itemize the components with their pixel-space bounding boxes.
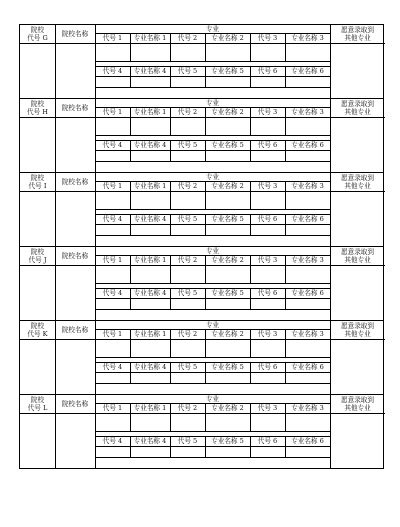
major-name-field-3[interactable] (285, 265, 330, 283)
major-name-field-1[interactable] (130, 413, 170, 431)
willing-other-major-label: 愿意录取到 其他专业 (341, 99, 374, 116)
major-name-field-6[interactable] (285, 446, 330, 457)
major-name-label-3: 专业名称 3 (291, 107, 324, 116)
major-name-label-1: 专业名称 1 (133, 33, 167, 42)
major-name-field-1[interactable] (130, 339, 170, 357)
major-code-field-5[interactable] (170, 446, 205, 457)
major-name-field-2[interactable] (205, 265, 250, 283)
major-code-field-5[interactable] (170, 224, 205, 235)
major-code-label-2: 代号 2 (177, 255, 198, 264)
major-name-label-2: 专业名称 2 (211, 181, 244, 190)
major-name-label-1: 专业名称 1 (133, 403, 167, 412)
major-name-field-5[interactable] (205, 150, 250, 161)
major-code-field-2[interactable] (170, 43, 205, 61)
major-name-field-2[interactable] (205, 117, 250, 135)
major-name-field-1[interactable] (130, 43, 170, 61)
major-code-field-1[interactable] (95, 117, 130, 135)
major-code-field-5[interactable] (170, 150, 205, 161)
major-code-label-2: 代号 2 (177, 107, 198, 116)
row-divider (95, 457, 330, 458)
major-code-label-5: 代号 5 (177, 436, 198, 445)
major-name-field-2[interactable] (205, 191, 250, 209)
school-code-field[interactable] (20, 265, 55, 321)
major-code-label-1: 代号 1 (102, 107, 123, 116)
major-name-label-4: 专业名称 4 (133, 214, 167, 223)
willing-other-major-field[interactable] (330, 265, 385, 321)
major-name-label-4: 专业名称 4 (133, 362, 167, 371)
willing-other-major-field[interactable] (330, 43, 385, 99)
willing-other-major-label: 愿意录取到 其他专业 (341, 25, 374, 42)
major-code-field-3[interactable] (250, 191, 285, 209)
major-name-label-2: 专业名称 2 (211, 329, 244, 338)
school-name-label: 院校名称 (61, 251, 89, 260)
major-header: 专业 (205, 24, 220, 33)
major-code-label-3: 代号 3 (257, 107, 278, 116)
major-code-field-3[interactable] (250, 117, 285, 135)
major-name-label-6: 专业名称 6 (291, 66, 324, 75)
major-name-label-1: 专业名称 1 (133, 107, 167, 116)
major-code-field-4[interactable] (95, 298, 130, 309)
major-code-label-4: 代号 4 (102, 66, 123, 75)
school-block (19, 172, 384, 246)
school-code-label: 院校 代号 G (27, 25, 48, 42)
major-code-label-6: 代号 6 (257, 214, 278, 223)
school-name-label: 院校名称 (61, 325, 89, 334)
school-name-label: 院校名称 (61, 103, 89, 112)
major-name-field-2[interactable] (205, 43, 250, 61)
major-header: 专业 (205, 320, 220, 329)
school-name-field[interactable] (55, 413, 95, 469)
row-divider (95, 383, 330, 384)
major-name-label-3: 专业名称 3 (291, 329, 324, 338)
major-name-label-3: 专业名称 3 (291, 33, 324, 42)
major-name-label-3: 专业名称 3 (291, 181, 324, 190)
school-name-field[interactable] (55, 265, 95, 321)
school-code-field[interactable] (20, 413, 55, 469)
major-code-label-1: 代号 1 (102, 403, 123, 412)
major-name-field-4[interactable] (130, 76, 170, 87)
major-code-field-4[interactable] (95, 76, 130, 87)
major-name-field-6[interactable] (285, 150, 330, 161)
major-code-field-3[interactable] (250, 265, 285, 283)
major-header: 专业 (205, 246, 220, 255)
major-code-label-2: 代号 2 (177, 33, 198, 42)
major-code-field-6[interactable] (250, 150, 285, 161)
major-name-label-3: 专业名称 3 (291, 255, 324, 264)
major-name-field-5[interactable] (205, 76, 250, 87)
major-code-field-3[interactable] (250, 339, 285, 357)
major-name-label-6: 专业名称 6 (291, 140, 324, 149)
major-name-field-1[interactable] (130, 191, 170, 209)
major-name-label-4: 专业名称 4 (133, 140, 167, 149)
major-name-field-6[interactable] (285, 298, 330, 309)
willing-other-major-field[interactable] (330, 191, 385, 247)
major-name-label-1: 专业名称 1 (133, 181, 167, 190)
school-name-label: 院校名称 (61, 399, 89, 408)
major-code-label-6: 代号 6 (257, 140, 278, 149)
major-name-field-5[interactable] (205, 298, 250, 309)
major-name-label-5: 专业名称 5 (211, 140, 244, 149)
major-name-label-2: 专业名称 2 (211, 255, 244, 264)
willing-other-major-label: 愿意录取到 其他专业 (341, 395, 374, 412)
school-code-field[interactable] (20, 339, 55, 395)
major-code-field-2[interactable] (170, 117, 205, 135)
school-block (19, 98, 384, 172)
row-divider (95, 357, 330, 358)
major-code-field-5[interactable] (170, 76, 205, 87)
willing-other-major-field[interactable] (330, 413, 385, 469)
major-code-label-5: 代号 5 (177, 66, 198, 75)
major-code-label-1: 代号 1 (102, 329, 123, 338)
major-code-label-4: 代号 4 (102, 436, 123, 445)
school-code-label: 院校 代号 I (28, 173, 47, 190)
row-divider (95, 283, 330, 284)
major-code-label-6: 代号 6 (257, 66, 278, 75)
major-name-field-3[interactable] (285, 339, 330, 357)
major-code-field-6[interactable] (250, 76, 285, 87)
major-code-field-4[interactable] (95, 372, 130, 383)
major-code-field-1[interactable] (95, 43, 130, 61)
major-name-label-6: 专业名称 6 (291, 214, 324, 223)
major-code-field-2[interactable] (170, 265, 205, 283)
major-name-label-5: 专业名称 5 (211, 66, 244, 75)
major-code-field-2[interactable] (170, 413, 205, 431)
major-name-field-5[interactable] (205, 224, 250, 235)
major-code-label-3: 代号 3 (257, 181, 278, 190)
major-header: 专业 (205, 172, 220, 181)
school-name-label: 院校名称 (61, 177, 89, 186)
major-code-field-3[interactable] (250, 43, 285, 61)
school-code-label: 院校 代号 K (27, 321, 48, 338)
major-code-label-1: 代号 1 (102, 33, 123, 42)
major-name-label-2: 专业名称 2 (211, 403, 244, 412)
major-name-label-6: 专业名称 6 (291, 436, 324, 445)
major-code-label-4: 代号 4 (102, 140, 123, 149)
major-name-label-3: 专业名称 3 (291, 403, 324, 412)
major-name-field-2[interactable] (205, 413, 250, 431)
major-code-field-6[interactable] (250, 298, 285, 309)
major-code-label-4: 代号 4 (102, 362, 123, 371)
major-code-field-6[interactable] (250, 224, 285, 235)
major-code-field-1[interactable] (95, 339, 130, 357)
willing-other-major-label: 愿意录取到 其他专业 (341, 173, 374, 190)
major-name-label-6: 专业名称 6 (291, 362, 324, 371)
major-code-field-6[interactable] (250, 446, 285, 457)
major-code-label-6: 代号 6 (257, 362, 278, 371)
major-header: 专业 (205, 394, 220, 403)
major-code-field-1[interactable] (95, 413, 130, 431)
willing-other-major-field[interactable] (330, 339, 385, 395)
major-code-field-3[interactable] (250, 413, 285, 431)
major-name-label-1: 专业名称 1 (133, 255, 167, 264)
major-name-field-6[interactable] (285, 372, 330, 383)
major-code-label-6: 代号 6 (257, 436, 278, 445)
major-name-label-2: 专业名称 2 (211, 107, 244, 116)
willing-other-major-label: 愿意录取到 其他专业 (341, 321, 374, 338)
school-block (19, 320, 384, 394)
major-code-field-5[interactable] (170, 372, 205, 383)
major-header: 专业 (205, 98, 220, 107)
major-code-label-5: 代号 5 (177, 214, 198, 223)
major-code-label-4: 代号 4 (102, 214, 123, 223)
major-code-label-1: 代号 1 (102, 255, 123, 264)
school-name-field[interactable] (55, 117, 95, 173)
major-code-label-2: 代号 2 (177, 403, 198, 412)
major-name-field-6[interactable] (285, 224, 330, 235)
major-code-label-3: 代号 3 (257, 403, 278, 412)
row-divider (95, 309, 330, 310)
row-divider (95, 161, 330, 162)
major-name-field-4[interactable] (130, 298, 170, 309)
major-code-field-4[interactable] (95, 150, 130, 161)
major-code-field-1[interactable] (95, 265, 130, 283)
major-name-field-1[interactable] (130, 117, 170, 135)
major-name-field-2[interactable] (205, 339, 250, 357)
row-divider (95, 431, 330, 432)
row-divider (95, 61, 330, 62)
school-code-field[interactable] (20, 191, 55, 247)
row-divider (95, 87, 330, 88)
major-code-label-6: 代号 6 (257, 288, 278, 297)
major-name-field-4[interactable] (130, 224, 170, 235)
school-code-field[interactable] (20, 43, 55, 99)
major-code-field-4[interactable] (95, 224, 130, 235)
major-name-label-2: 专业名称 2 (211, 33, 244, 42)
major-name-field-6[interactable] (285, 76, 330, 87)
school-name-field[interactable] (55, 43, 95, 99)
school-block (19, 246, 384, 320)
major-name-label-4: 专业名称 4 (133, 288, 167, 297)
row-divider (95, 135, 330, 136)
major-name-field-3[interactable] (285, 117, 330, 135)
school-name-field[interactable] (55, 339, 95, 395)
major-name-label-4: 专业名称 4 (133, 66, 167, 75)
major-code-field-2[interactable] (170, 339, 205, 357)
major-code-field-4[interactable] (95, 446, 130, 457)
major-code-label-1: 代号 1 (102, 181, 123, 190)
school-name-field[interactable] (55, 191, 95, 247)
major-name-field-4[interactable] (130, 372, 170, 383)
major-name-field-4[interactable] (130, 446, 170, 457)
major-code-field-2[interactable] (170, 191, 205, 209)
application-form (19, 24, 384, 469)
major-name-label-5: 专业名称 5 (211, 362, 244, 371)
major-name-label-6: 专业名称 6 (291, 288, 324, 297)
row-divider (95, 209, 330, 210)
major-name-field-3[interactable] (285, 191, 330, 209)
major-name-label-1: 专业名称 1 (133, 329, 167, 338)
major-code-label-4: 代号 4 (102, 288, 123, 297)
major-name-label-4: 专业名称 4 (133, 436, 167, 445)
major-name-label-5: 专业名称 5 (211, 436, 244, 445)
major-name-field-5[interactable] (205, 446, 250, 457)
major-name-field-3[interactable] (285, 413, 330, 431)
major-code-label-5: 代号 5 (177, 288, 198, 297)
school-code-field[interactable] (20, 117, 55, 173)
major-code-label-5: 代号 5 (177, 362, 198, 371)
major-code-label-3: 代号 3 (257, 33, 278, 42)
school-code-label: 院校 代号 J (28, 247, 47, 264)
major-name-label-5: 专业名称 5 (211, 288, 244, 297)
row-divider (95, 235, 330, 236)
willing-other-major-field[interactable] (330, 117, 385, 173)
major-name-field-5[interactable] (205, 372, 250, 383)
major-name-label-5: 专业名称 5 (211, 214, 244, 223)
school-code-label: 院校 代号 H (26, 99, 49, 116)
major-code-label-2: 代号 2 (177, 181, 198, 190)
major-code-field-1[interactable] (95, 191, 130, 209)
school-block (19, 24, 384, 98)
major-name-field-4[interactable] (130, 150, 170, 161)
major-code-label-3: 代号 3 (257, 329, 278, 338)
major-name-field-3[interactable] (285, 43, 330, 61)
major-code-label-3: 代号 3 (257, 255, 278, 264)
major-code-label-2: 代号 2 (177, 329, 198, 338)
willing-other-major-label: 愿意录取到 其他专业 (341, 247, 374, 264)
school-block (19, 394, 384, 469)
school-code-label: 院校 代号 L (27, 395, 48, 412)
major-code-field-6[interactable] (250, 372, 285, 383)
school-name-label: 院校名称 (61, 29, 89, 38)
major-code-field-5[interactable] (170, 298, 205, 309)
major-code-label-5: 代号 5 (177, 140, 198, 149)
major-name-field-1[interactable] (130, 265, 170, 283)
